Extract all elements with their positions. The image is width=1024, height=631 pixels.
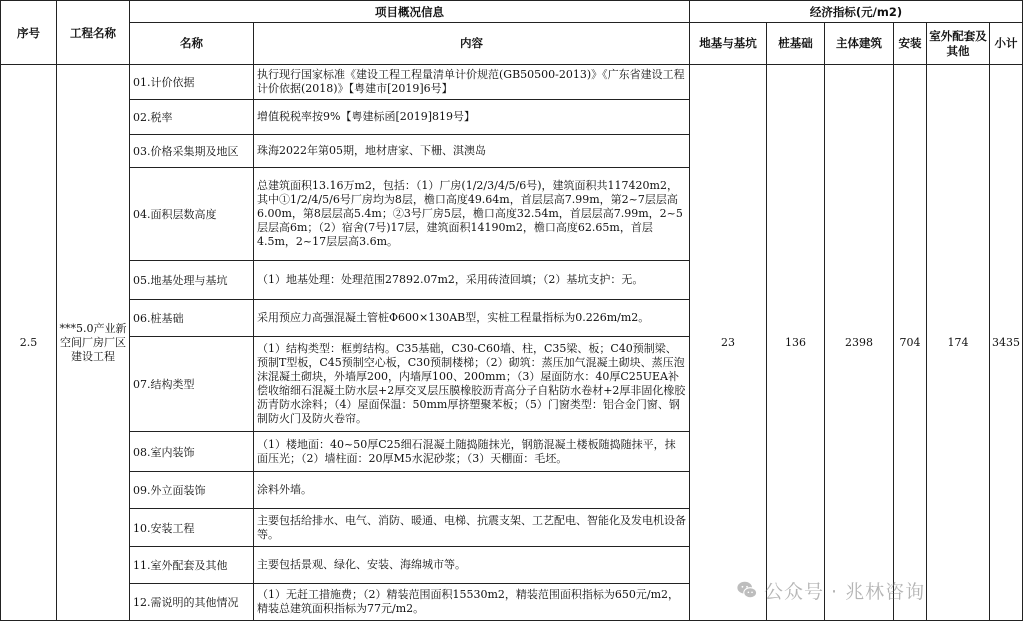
item-name: 08.室内装饰 — [130, 432, 254, 472]
item-name: 02.税率 — [130, 100, 254, 135]
header-pile: 桩基础 — [767, 23, 825, 65]
header-content: 内容 — [254, 23, 690, 65]
row-seq: 2.5 — [1, 65, 57, 621]
watermark-text: 公众号 · 兆林咨询 — [764, 580, 926, 603]
header-subtotal: 小计 — [990, 23, 1023, 65]
item-name: 04.面积层数高度 — [130, 168, 254, 261]
item-content: 采用预应力高强混凝土管桩Φ600×130AB型，实桩工程量指标为0.226m/m2。 — [254, 300, 690, 337]
header-indicators: 经济指标(元/m2) — [690, 1, 1023, 23]
item-name: 03.价格采集期及地区 — [130, 135, 254, 168]
item-content: 总建筑面积13.16万m2，包括：（1）厂房(1/2/3/4/5/6号)，建筑面积共117420m2，其中①1/2/4/5/6号厂房均为8层，檐口高度49.64m，首层层高7.99m，第2~7层层高6.00m，第8层层高5.4m；②3号厂房5层，檐口高度32.54m，首层层高7.99m，2~5层层高6m；（2）宿舍(7号)17层，建筑面积14190m2，檐口高度62.65m，首层4.5m，2~17层层高3.6m。 — [254, 168, 690, 261]
value-subtotal: 3435 — [990, 65, 1023, 621]
item-content: 主要包括景观、绿化、安装、海绵城市等。 — [254, 547, 690, 584]
header-seq: 序号 — [1, 1, 57, 65]
value-pile: 136 — [767, 65, 825, 621]
header-main-building: 主体建筑 — [825, 23, 894, 65]
value-install: 704 — [894, 65, 927, 621]
item-content: 主要包括给排水、电气、消防、暖通、电梯、抗震支架、工艺配电、智能化及发电机设备等。 — [254, 509, 690, 547]
item-name: 11.室外配套及其他 — [130, 547, 254, 584]
value-foundation: 23 — [690, 65, 767, 621]
item-name: 09.外立面装饰 — [130, 472, 254, 509]
item-content: 增值税税率按9%【粤建标函[2019]819号】 — [254, 100, 690, 135]
header-install: 安装 — [894, 23, 927, 65]
item-name: 06.桩基础 — [130, 300, 254, 337]
item-content: （1）楼地面：40~50厚C25细石混凝土随捣随抹光，钢筋混凝土楼板随捣随抹平，抹面压光；（2）墙柱面：20厚M5水泥砂浆；（3）天棚面：毛坯。 — [254, 432, 690, 472]
value-outdoor: 174 — [927, 65, 990, 621]
item-content: （1）无赶工措施费；（2）精装范围面积15530m2，精装范围面积指标为650元/m2，精装总建筑面积指标为77元/m2。 — [254, 584, 690, 621]
header-name: 名称 — [130, 23, 254, 65]
header-project-name: 工程名称 — [57, 1, 130, 65]
header-foundation: 地基与基坑 — [690, 23, 767, 65]
item-content: 执行现行国家标准《建设工程工程量清单计价规范(GB50500-2013)》《广东省建设工程计价依据(2018)》【粤建市[2019]6号】 — [254, 65, 690, 100]
item-name: 10.安装工程 — [130, 509, 254, 547]
item-content: 珠海2022年第05期，地材唐家、下栅、淇澳岛 — [254, 135, 690, 168]
value-main-building: 2398 — [825, 65, 894, 621]
item-content: （1）地基处理：处理范围27892.07m2，采用砖渣回填；（2）基坑支护：无。 — [254, 261, 690, 300]
item-name: 07.结构类型 — [130, 337, 254, 432]
item-name: 05.地基处理与基坑 — [130, 261, 254, 300]
item-name: 01.计价依据 — [130, 65, 254, 100]
item-content: 涂料外墙。 — [254, 472, 690, 509]
row-project-name: ***5.0产业新空间厂房厂区建设工程 — [57, 65, 130, 621]
item-name: 12.需说明的其他情况 — [130, 584, 254, 621]
header-overview: 项目概况信息 — [130, 1, 690, 23]
item-content: （1）结构类型：框剪结构。C35基础，C30-C60墙、柱，C35梁、板；C40预制梁、预制T型板，C45预制空心板，C30预制楼梯；（2）砌筑：蒸压加气混凝土砌块、蒸压泡沫混凝土砌块，外墙厚200，内墙厚100、200mm；（3）屋面防水：40厚C25UEA补偿收缩细石混凝土防水层+2厚交叉层压膜橡胶沥青高分子自粘防水卷材+2厚非固化橡胶沥青防水涂料；（4）屋面保温：50mm厚挤塑聚苯板；（5）门窗类型：铝合金门窗、钢制防火门及防火卷帘。 — [254, 337, 690, 432]
header-outdoor: 室外配套及其他 — [927, 23, 990, 65]
